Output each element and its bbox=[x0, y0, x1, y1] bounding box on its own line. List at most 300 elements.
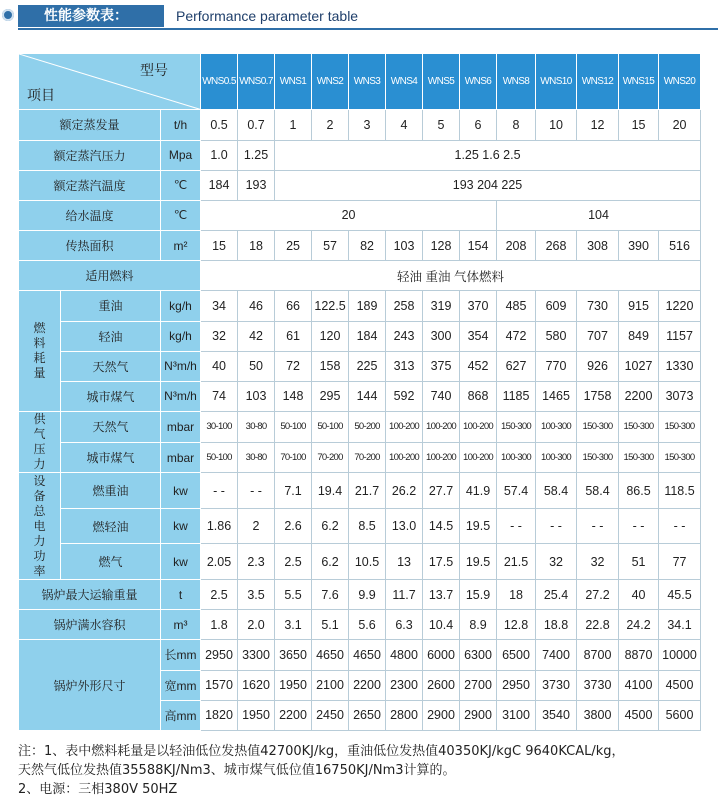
unit-cell: kg/h bbox=[161, 321, 201, 351]
value-cell: 2700 bbox=[460, 670, 497, 700]
value-cell: 26.2 bbox=[386, 473, 423, 509]
value-cell: 103 bbox=[238, 381, 275, 411]
value-cell: 0.5 bbox=[201, 110, 238, 140]
table-row bbox=[19, 110, 701, 140]
value-cell: 0.7 bbox=[238, 110, 275, 140]
corner-model-label: 型号 bbox=[140, 62, 169, 78]
model-header: WNS1 bbox=[275, 54, 312, 110]
row-label: 轻油 bbox=[61, 321, 161, 351]
unit-cell: kw bbox=[161, 473, 201, 509]
value-cell: 148 bbox=[275, 381, 312, 411]
value-cell: 580 bbox=[536, 321, 577, 351]
value-cell: 1027 bbox=[619, 351, 659, 381]
group-char: 率 bbox=[33, 563, 46, 578]
value-cell: 1.25 1.6 2.5 bbox=[275, 140, 701, 170]
value-cell: 868 bbox=[460, 381, 497, 411]
group-char: 力 bbox=[33, 533, 46, 548]
value-cell: 1758 bbox=[577, 381, 619, 411]
value-cell: 2950 bbox=[201, 640, 238, 670]
value-cell: 50 bbox=[238, 351, 275, 381]
table-row bbox=[19, 291, 701, 321]
value-cell: 4500 bbox=[619, 700, 659, 730]
value-cell: 370 bbox=[460, 291, 497, 321]
value-cell: 8.5 bbox=[349, 508, 386, 544]
value-cell: 50-100 bbox=[201, 442, 238, 473]
value-cell: 3650 bbox=[275, 640, 312, 670]
value-cell: 100-300 bbox=[497, 442, 536, 473]
value-cell: 74 bbox=[201, 381, 238, 411]
value-cell: 25.4 bbox=[536, 580, 577, 610]
value-cell: 150-300 bbox=[659, 442, 701, 473]
value-cell: 1570 bbox=[201, 670, 238, 700]
unit-cell: kg/h bbox=[161, 291, 201, 321]
value-cell: 70-100 bbox=[275, 442, 312, 473]
value-cell: 120 bbox=[312, 321, 349, 351]
value-cell: 915 bbox=[619, 291, 659, 321]
unit-cell: ℃ bbox=[161, 200, 201, 230]
value-cell: 193 bbox=[238, 170, 275, 200]
row-label: 燃重油 bbox=[61, 473, 161, 509]
value-cell: 243 bbox=[386, 321, 423, 351]
table-row bbox=[19, 170, 701, 200]
value-cell: 104 bbox=[497, 200, 701, 230]
group-char: 压 bbox=[33, 442, 46, 457]
value-cell: 627 bbox=[497, 351, 536, 381]
value-cell: 208 bbox=[497, 231, 536, 261]
unit-cell: 宽mm bbox=[161, 670, 201, 700]
value-cell: 7.6 bbox=[312, 580, 349, 610]
value-cell: 2900 bbox=[423, 700, 460, 730]
value-cell: 6500 bbox=[497, 640, 536, 670]
value-cell: 4650 bbox=[312, 640, 349, 670]
table-row bbox=[19, 321, 701, 351]
value-cell: 20 bbox=[201, 200, 497, 230]
value-cell: 6.2 bbox=[312, 508, 349, 544]
value-cell: 1157 bbox=[659, 321, 701, 351]
section-title-en: Performance parameter table bbox=[176, 8, 359, 24]
value-cell: 295 bbox=[312, 381, 349, 411]
value-cell: 4650 bbox=[349, 640, 386, 670]
group-char: 备 bbox=[33, 488, 46, 503]
value-cell: 609 bbox=[536, 291, 577, 321]
value-cell: 100-200 bbox=[423, 412, 460, 443]
value-cell: 2200 bbox=[275, 700, 312, 730]
value-cell: 10.4 bbox=[423, 610, 460, 640]
value-cell: 18 bbox=[238, 231, 275, 261]
value-cell: 103 bbox=[386, 231, 423, 261]
value-cell: 1465 bbox=[536, 381, 577, 411]
row-label: 额定蒸汽温度 bbox=[19, 170, 161, 200]
model-header: WNS2 bbox=[312, 54, 349, 110]
value-cell: 926 bbox=[577, 351, 619, 381]
value-cell: 20 bbox=[659, 110, 701, 140]
value-cell: 45.5 bbox=[659, 580, 701, 610]
unit-cell: t bbox=[161, 580, 201, 610]
value-cell: 6.2 bbox=[312, 544, 349, 580]
value-cell: 66 bbox=[275, 291, 312, 321]
value-cell: 354 bbox=[460, 321, 497, 351]
row-label: 燃轻油 bbox=[61, 508, 161, 544]
unit-cell: N³m/h bbox=[161, 381, 201, 411]
value-cell: 轻油 重油 气体燃料 bbox=[201, 261, 701, 291]
value-cell: 13.0 bbox=[386, 508, 423, 544]
value-cell: 5.5 bbox=[275, 580, 312, 610]
value-cell: 2 bbox=[238, 508, 275, 544]
value-cell: 6000 bbox=[423, 640, 460, 670]
table-row bbox=[19, 140, 701, 170]
value-cell: 4500 bbox=[659, 670, 701, 700]
value-cell: 100-200 bbox=[460, 412, 497, 443]
value-cell: 154 bbox=[460, 231, 497, 261]
model-header: WNS5 bbox=[423, 54, 460, 110]
value-cell: 2.5 bbox=[275, 544, 312, 580]
table-corner bbox=[19, 54, 201, 110]
value-cell: 158 bbox=[312, 351, 349, 381]
value-cell: 58.4 bbox=[536, 473, 577, 509]
value-cell: 10.5 bbox=[349, 544, 386, 580]
row-label: 重油 bbox=[61, 291, 161, 321]
value-cell: 1620 bbox=[238, 670, 275, 700]
unit-cell: m² bbox=[161, 231, 201, 261]
table-row bbox=[19, 640, 701, 670]
value-cell: 82 bbox=[349, 231, 386, 261]
value-cell: 2.0 bbox=[238, 610, 275, 640]
value-cell: 2650 bbox=[349, 700, 386, 730]
value-cell: 51 bbox=[619, 544, 659, 580]
row-label: 传热面积 bbox=[19, 231, 161, 261]
group-char: 燃 bbox=[33, 321, 46, 336]
table-row bbox=[19, 54, 701, 110]
corner-item-label: 项目 bbox=[27, 87, 55, 104]
value-cell: 41.9 bbox=[460, 473, 497, 509]
value-cell: 24.2 bbox=[619, 610, 659, 640]
value-cell: - - bbox=[619, 508, 659, 544]
group-char: 总 bbox=[33, 503, 46, 518]
value-cell: 46 bbox=[238, 291, 275, 321]
value-cell: 150-300 bbox=[577, 442, 619, 473]
value-cell: 2.3 bbox=[238, 544, 275, 580]
value-cell: 5 bbox=[423, 110, 460, 140]
value-cell: 300 bbox=[423, 321, 460, 351]
group-char: 功 bbox=[33, 548, 46, 563]
value-cell: 30-80 bbox=[238, 442, 275, 473]
value-cell: 390 bbox=[619, 231, 659, 261]
row-label: 给水温度 bbox=[19, 200, 161, 230]
model-header: WNS4 bbox=[386, 54, 423, 110]
value-cell: - - bbox=[536, 508, 577, 544]
value-cell: 1 bbox=[275, 110, 312, 140]
value-cell: 13.7 bbox=[423, 580, 460, 610]
value-cell: 58.4 bbox=[577, 473, 619, 509]
group-char: 供 bbox=[33, 412, 46, 427]
value-cell: 15 bbox=[201, 231, 238, 261]
value-cell: 1.86 bbox=[201, 508, 238, 544]
row-label: 锅炉外形尺寸 bbox=[19, 640, 161, 731]
value-cell: 100-200 bbox=[423, 442, 460, 473]
value-cell: 12 bbox=[577, 110, 619, 140]
unit-cell: 长mm bbox=[161, 640, 201, 670]
table-row bbox=[19, 412, 701, 443]
value-cell: 2950 bbox=[497, 670, 536, 700]
value-cell: 2800 bbox=[386, 700, 423, 730]
value-cell: 740 bbox=[423, 381, 460, 411]
value-cell: 15.9 bbox=[460, 580, 497, 610]
value-cell: - - bbox=[201, 473, 238, 509]
table-row bbox=[19, 200, 701, 230]
value-cell: 30-100 bbox=[201, 412, 238, 443]
value-cell: 8870 bbox=[619, 640, 659, 670]
value-cell: 849 bbox=[619, 321, 659, 351]
value-cell: 1.25 bbox=[238, 140, 275, 170]
value-cell: 1185 bbox=[497, 381, 536, 411]
value-cell: 730 bbox=[577, 291, 619, 321]
table-row bbox=[19, 473, 701, 509]
row-label: 城市煤气 bbox=[61, 381, 161, 411]
gear-icon bbox=[2, 9, 14, 21]
group-char: 气 bbox=[33, 427, 46, 442]
value-cell: 193 204 225 bbox=[275, 170, 701, 200]
value-cell: 1.0 bbox=[201, 140, 238, 170]
unit-cell: t/h bbox=[161, 110, 201, 140]
value-cell: 189 bbox=[349, 291, 386, 321]
value-cell: 2300 bbox=[386, 670, 423, 700]
value-cell: 70-200 bbox=[349, 442, 386, 473]
unit-cell: m³ bbox=[161, 610, 201, 640]
group-label bbox=[19, 412, 61, 473]
row-label: 燃气 bbox=[61, 544, 161, 580]
value-cell: 6 bbox=[460, 110, 497, 140]
group-char: 量 bbox=[33, 366, 46, 381]
value-cell: 144 bbox=[349, 381, 386, 411]
value-cell: 6.3 bbox=[386, 610, 423, 640]
value-cell: 122.5 bbox=[312, 291, 349, 321]
value-cell: 32 bbox=[536, 544, 577, 580]
value-cell: 13 bbox=[386, 544, 423, 580]
row-label: 天然气 bbox=[61, 412, 161, 443]
unit-cell: mbar bbox=[161, 442, 201, 473]
note-line: 2、电源：三相380V 50HZ bbox=[18, 782, 178, 797]
value-cell: 61 bbox=[275, 321, 312, 351]
value-cell: 2900 bbox=[460, 700, 497, 730]
model-header: WNS6 bbox=[460, 54, 497, 110]
value-cell: 14.5 bbox=[423, 508, 460, 544]
unit-cell: ℃ bbox=[161, 170, 201, 200]
header-rule bbox=[18, 28, 718, 30]
value-cell: 8 bbox=[497, 110, 536, 140]
group-label bbox=[19, 291, 61, 412]
table-row bbox=[19, 231, 701, 261]
value-cell: 150-300 bbox=[497, 412, 536, 443]
value-cell: 3.1 bbox=[275, 610, 312, 640]
value-cell: 34.1 bbox=[659, 610, 701, 640]
value-cell: 27.2 bbox=[577, 580, 619, 610]
table-row bbox=[19, 442, 701, 473]
table-row bbox=[19, 580, 701, 610]
value-cell: 2200 bbox=[619, 381, 659, 411]
value-cell: 86.5 bbox=[619, 473, 659, 509]
row-label: 额定蒸汽压力 bbox=[19, 140, 161, 170]
table-row bbox=[19, 261, 701, 291]
model-header: WNS20 bbox=[659, 54, 701, 110]
value-cell: 19.5 bbox=[460, 508, 497, 544]
value-cell: 319 bbox=[423, 291, 460, 321]
value-cell: 21.7 bbox=[349, 473, 386, 509]
note-line: 天然气低位发热值35588KJ/Nm3、城市煤气低位值16750KJ/Nm3计算的。 bbox=[18, 763, 456, 778]
value-cell: 268 bbox=[536, 231, 577, 261]
value-cell: 770 bbox=[536, 351, 577, 381]
value-cell: 18 bbox=[497, 580, 536, 610]
value-cell: 8700 bbox=[577, 640, 619, 670]
value-cell: 50-200 bbox=[349, 412, 386, 443]
value-cell: - - bbox=[577, 508, 619, 544]
model-header: WNS12 bbox=[577, 54, 619, 110]
section-title-cn: 性能参数表： bbox=[18, 5, 164, 27]
value-cell: 375 bbox=[423, 351, 460, 381]
notes bbox=[18, 742, 625, 799]
value-cell: 2.05 bbox=[201, 544, 238, 580]
value-cell: 4100 bbox=[619, 670, 659, 700]
value-cell: 3100 bbox=[497, 700, 536, 730]
value-cell: 516 bbox=[659, 231, 701, 261]
value-cell: 150-300 bbox=[577, 412, 619, 443]
group-char: 料 bbox=[33, 336, 46, 351]
value-cell: 100-300 bbox=[536, 442, 577, 473]
value-cell: 19.4 bbox=[312, 473, 349, 509]
section-header bbox=[0, 0, 725, 34]
value-cell: 18.8 bbox=[536, 610, 577, 640]
value-cell: 2600 bbox=[423, 670, 460, 700]
model-header: WNS0.5 bbox=[201, 54, 238, 110]
value-cell: 57 bbox=[312, 231, 349, 261]
unit-cell: kw bbox=[161, 544, 201, 580]
value-cell: 225 bbox=[349, 351, 386, 381]
value-cell: 308 bbox=[577, 231, 619, 261]
value-cell: 3800 bbox=[577, 700, 619, 730]
row-label: 适用燃料 bbox=[19, 261, 201, 291]
value-cell: 150-300 bbox=[619, 442, 659, 473]
value-cell: 30-80 bbox=[238, 412, 275, 443]
unit-cell: kw bbox=[161, 508, 201, 544]
value-cell: 2 bbox=[312, 110, 349, 140]
group-char: 设 bbox=[33, 473, 46, 488]
model-header: WNS15 bbox=[619, 54, 659, 110]
value-cell: 100-200 bbox=[386, 442, 423, 473]
value-cell: 42 bbox=[238, 321, 275, 351]
value-cell: 40 bbox=[619, 580, 659, 610]
value-cell: 7.1 bbox=[275, 473, 312, 509]
table-row bbox=[19, 351, 701, 381]
value-cell: 100-200 bbox=[460, 442, 497, 473]
value-cell: 472 bbox=[497, 321, 536, 351]
value-cell: - - bbox=[659, 508, 701, 544]
value-cell: 1950 bbox=[275, 670, 312, 700]
group-label bbox=[19, 473, 61, 580]
value-cell: 50-100 bbox=[275, 412, 312, 443]
group-char: 耗 bbox=[33, 351, 46, 366]
value-cell: 1330 bbox=[659, 351, 701, 381]
value-cell: 128 bbox=[423, 231, 460, 261]
value-cell: 452 bbox=[460, 351, 497, 381]
value-cell: 150-300 bbox=[659, 412, 701, 443]
unit-cell: 高mm bbox=[161, 700, 201, 730]
value-cell: 2.6 bbox=[275, 508, 312, 544]
value-cell: 32 bbox=[201, 321, 238, 351]
value-cell: 150-300 bbox=[619, 412, 659, 443]
value-cell: 77 bbox=[659, 544, 701, 580]
value-cell: 1220 bbox=[659, 291, 701, 321]
value-cell: 2450 bbox=[312, 700, 349, 730]
note-line: 注：1、表中燃料耗量是以轻油低位发热值42700KJ/kg，重油低位发热值40350KJ/kgC 9640KCAL/kg， bbox=[18, 744, 625, 759]
value-cell: 9.9 bbox=[349, 580, 386, 610]
group-char: 力 bbox=[33, 457, 46, 472]
unit-cell: N³m/h bbox=[161, 351, 201, 381]
value-cell: 485 bbox=[497, 291, 536, 321]
value-cell: 592 bbox=[386, 381, 423, 411]
value-cell: 22.8 bbox=[577, 610, 619, 640]
value-cell: 19.5 bbox=[460, 544, 497, 580]
model-header: WNS8 bbox=[497, 54, 536, 110]
value-cell: 3 bbox=[349, 110, 386, 140]
model-header: WNS3 bbox=[349, 54, 386, 110]
table-row bbox=[19, 610, 701, 640]
value-cell: 32 bbox=[577, 544, 619, 580]
row-label: 锅炉满水容积 bbox=[19, 610, 161, 640]
value-cell: 5.1 bbox=[312, 610, 349, 640]
value-cell: 100-300 bbox=[536, 412, 577, 443]
value-cell: 70-200 bbox=[312, 442, 349, 473]
value-cell: 3073 bbox=[659, 381, 701, 411]
value-cell: 27.7 bbox=[423, 473, 460, 509]
value-cell: 10 bbox=[536, 110, 577, 140]
model-header: WNS0.7 bbox=[238, 54, 275, 110]
row-label: 天然气 bbox=[61, 351, 161, 381]
value-cell: 258 bbox=[386, 291, 423, 321]
group-char: 电 bbox=[33, 518, 46, 533]
value-cell: 15 bbox=[619, 110, 659, 140]
value-cell: 5600 bbox=[659, 700, 701, 730]
value-cell: 21.5 bbox=[497, 544, 536, 580]
value-cell: 57.4 bbox=[497, 473, 536, 509]
unit-cell: mbar bbox=[161, 412, 201, 443]
value-cell: 72 bbox=[275, 351, 312, 381]
table-row bbox=[19, 508, 701, 544]
value-cell: 184 bbox=[201, 170, 238, 200]
value-cell: 707 bbox=[577, 321, 619, 351]
value-cell: 1.8 bbox=[201, 610, 238, 640]
value-cell: 34 bbox=[201, 291, 238, 321]
value-cell: 40 bbox=[201, 351, 238, 381]
model-header: WNS10 bbox=[536, 54, 577, 110]
row-label: 城市煤气 bbox=[61, 442, 161, 473]
value-cell: 8.9 bbox=[460, 610, 497, 640]
value-cell: 313 bbox=[386, 351, 423, 381]
table-row bbox=[19, 544, 701, 580]
performance-table bbox=[18, 53, 701, 731]
table-row bbox=[19, 381, 701, 411]
value-cell: 100-200 bbox=[386, 412, 423, 443]
value-cell: 6300 bbox=[460, 640, 497, 670]
value-cell: 1820 bbox=[201, 700, 238, 730]
value-cell: 1950 bbox=[238, 700, 275, 730]
value-cell: 12.8 bbox=[497, 610, 536, 640]
value-cell: 17.5 bbox=[423, 544, 460, 580]
value-cell: 4 bbox=[386, 110, 423, 140]
value-cell: 2.5 bbox=[201, 580, 238, 610]
value-cell: 7400 bbox=[536, 640, 577, 670]
unit-cell: Mpa bbox=[161, 140, 201, 170]
value-cell: 3.5 bbox=[238, 580, 275, 610]
value-cell: 4800 bbox=[386, 640, 423, 670]
